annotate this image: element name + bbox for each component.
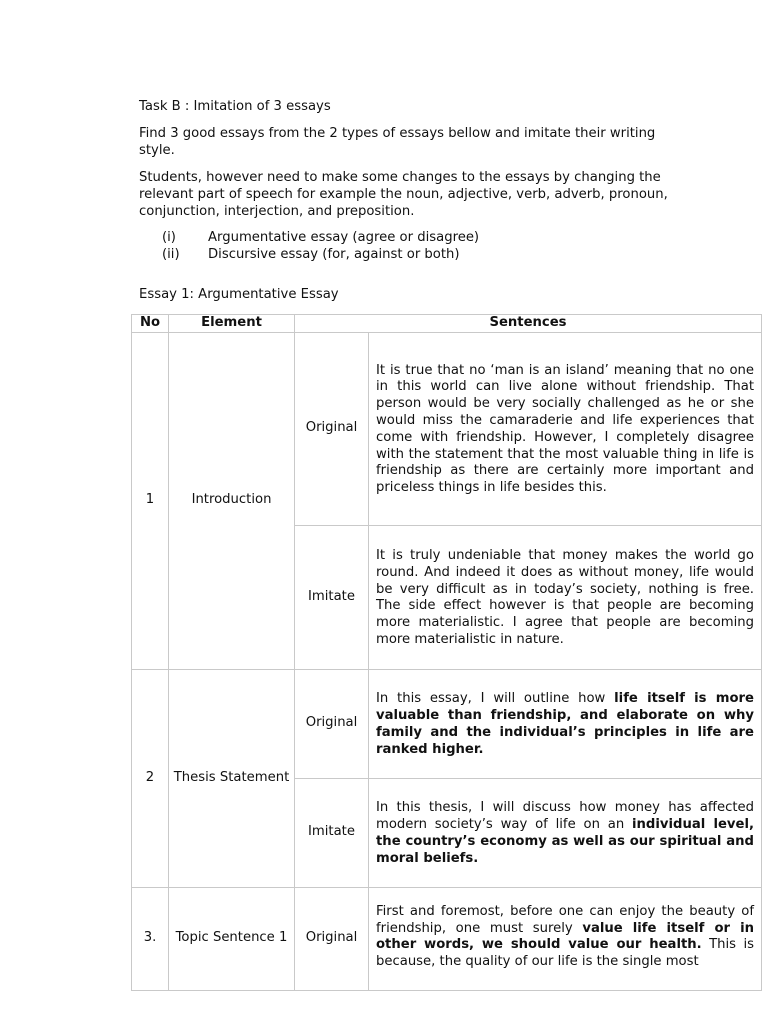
sentence-cell [369,778,762,887]
list-text: Argumentative essay (agree or disagree) [208,230,480,245]
list-item [162,230,662,247]
type-label: Original [295,887,369,990]
sentence-bold: life itself is more valuable than friendship, and elaborate on why family and the individual’s principles in life are ranked higher. [376,691,754,757]
students-paragraph: Students, however need to make some changes to the essays by changing the relevant part of speech for example the noun, adjective, verb, adverb, pronoun, conjunction, interjection, and preposition. [139,170,668,219]
row-element: Topic Sentence 1 [169,887,295,990]
row-number: 1 [132,332,169,669]
essay-heading: Essay 1: Argumentative Essay [139,287,339,302]
table-row [132,887,762,990]
type-label: Imitate [295,778,369,887]
sentence-cell [369,669,762,778]
table-row [132,669,762,778]
type-label: Original [295,669,369,778]
table-row [132,332,762,525]
sentence-plain: In this essay, I will outline how [376,691,615,707]
sentence-bold: individual level, the country’s economy as well as our spiritual and moral beliefs. [376,817,754,866]
list-text: Discursive essay (for, against or both) [208,246,460,262]
list-number: (ii) [162,246,180,262]
row-number: 2 [132,669,169,887]
header-element: Element [169,315,295,333]
sentence-plain: This is because, the quality of our life is the single most [376,937,754,970]
row-element: Thesis Statement [169,669,295,887]
sentence-bold: value life itself or in other words, we should value our health. [376,920,754,953]
instructions-paragraph: Find 3 good essays from the 2 types of essays bellow and imitate their writing style. [139,126,656,158]
list-item [162,247,662,264]
sentence-plain: In this thesis, I will discuss how money has affected modern society’s way of life on an [376,800,754,832]
row-number: 3. [132,887,169,990]
type-label: Imitate [295,525,369,669]
row-element: Introduction [169,332,295,669]
header-sentences: Sentences [295,315,762,333]
task-title: Task B : Imitation of 3 essays [139,99,331,114]
type-label: Original [295,332,369,525]
sentence-cell: It is true that no ‘man is an island’ meaning that no one in this world can live alone without friendship. That person would be very socially challenged as he or she would miss the camaraderie and life experiences that come with friendship. However, I completely disagree with the statement that the most valuable thing in life is friendship as there are certainly more important and priceless things in life besides this. [369,332,762,525]
essay-types-list [162,230,662,264]
list-number: (i) [162,230,176,245]
sentence-cell [369,887,762,990]
table-header-row [132,315,762,333]
sentence-plain: First and foremost, before one can enjoy the beauty of friendship, one must surely [376,903,754,936]
header-no: No [132,315,169,333]
essay-table [131,314,762,991]
sentence-cell: It is truly undeniable that money makes the world go round. And indeed it does as without money, life would be very difficult as in today’s society, nothing is free. The side effect however is that people are becoming more materialistic. I agree that people are becoming more materialistic in nature. [369,525,762,669]
